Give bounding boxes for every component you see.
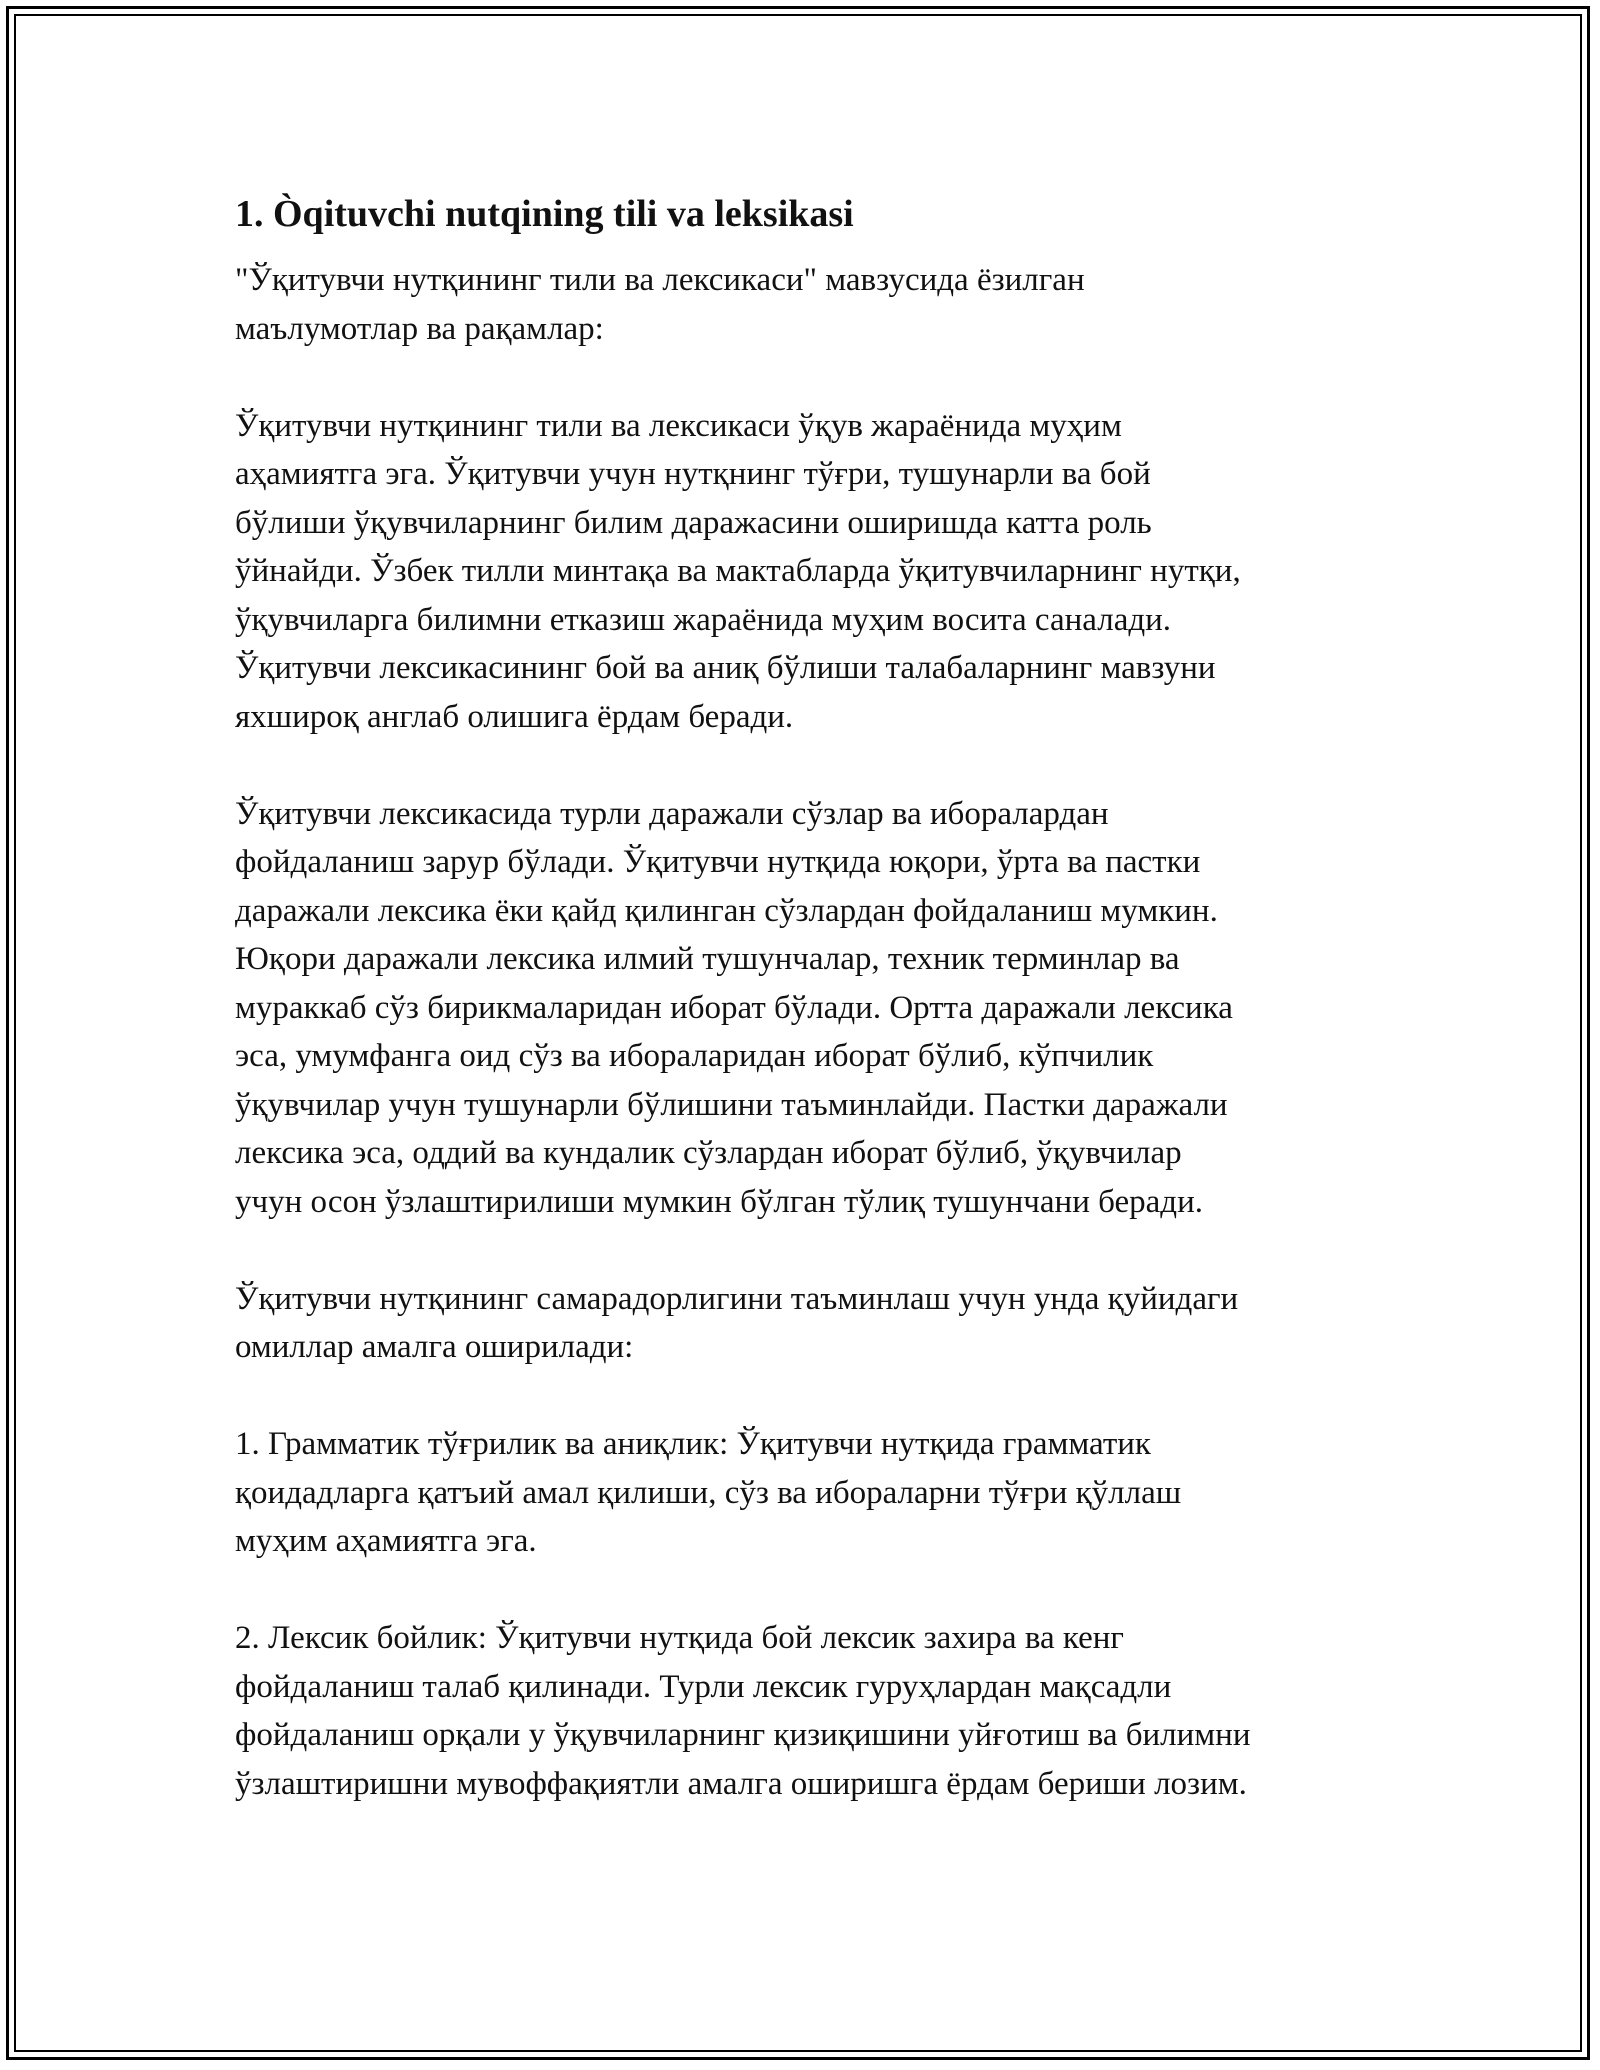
paragraph-factor-1 xyxy=(235,1420,1375,1566)
document-title: 1. Òqituvchi nutqining tili va leksikasi xyxy=(235,193,854,235)
text-line: маълумотлар ва рақамлар: xyxy=(235,310,604,347)
text-line: Ўқитувчи лексикасининг бой ва аниқ бўлиши талабаларнинг мавзуни xyxy=(235,650,1216,686)
text-line: ўқувчилар учун тушунарли бўлишини таъминлайди. Пастки даражали xyxy=(235,1086,1228,1123)
text-line: даражали лексика ёки қайд қилинган сўзлардан фойдаланиш мумкин. xyxy=(235,892,1218,929)
paragraph-lexicon-levels xyxy=(235,790,1375,1227)
text-line: "Ўқитувчи нутқининг тили ва лексикаси" мавзусида ёзилган xyxy=(235,262,1085,298)
text-line: мураккаб сўз бирикмаларидан иборат бўлади. Ортта даражали лексика xyxy=(235,989,1233,1026)
text-line: қоидадларга қатъий амал қилиши, сўз ва ибораларни тўғри қўллаш xyxy=(235,1474,1182,1511)
text-line: Ўқитувчи нутқининг самарадорлигини таъминлаш учун унда қуйидаги xyxy=(235,1280,1239,1317)
text-line: Ўқитувчи лексикасида турли даражали сўзлар ва иборалардан xyxy=(235,795,1109,832)
text-line: фойдаланиш орқали у ўқувчиларнинг қизиқишини уйғотиш ва билимни xyxy=(235,1717,1251,1753)
text-line: омиллар амалга оширилади: xyxy=(235,1329,634,1365)
text-line: 2. Лексик бойлик: Ўқитувчи нутқида бой лексик захира ва кенг xyxy=(235,1620,1124,1656)
paragraph-factor-2 xyxy=(235,1614,1375,1808)
text-line: эса, умумфанга оид сўз ва ибораларидан иборат бўлиб, кўпчилик xyxy=(235,1038,1154,1074)
text-line: ўйнайди. Ўзбек тилли минтақа ва мактабларда ўқитувчиларнинг нутқи, xyxy=(235,553,1241,589)
text-line: Юқори даражали лексика илмий тушунчалар, техник терминлар ва xyxy=(235,941,1180,977)
document-body xyxy=(235,188,1375,1857)
text-line: ўзлаштиришни мувоффақиятли амалга оширишга ёрдам бериши лозим. xyxy=(235,1765,1247,1802)
paragraph-intro xyxy=(235,256,1375,353)
text-line: 1. Грамматик тўғрилик ва аниқлик: Ўқитувчи нутқида грамматик xyxy=(235,1426,1151,1462)
text-line: фойдаланиш талаб қилинади. Турли лексик гуруҳлардан мақсадли xyxy=(235,1668,1172,1705)
text-line: ўқувчиларга билимни етказиш жараёнида муҳим восита саналади. xyxy=(235,601,1172,638)
text-line: аҳамиятга эга. Ўқитувчи учун нутқнинг тўғри, тушунарли ва бой xyxy=(235,456,1151,492)
text-line: Ўқитувчи нутқининг тили ва лексикаси ўқув жараёнида муҳим xyxy=(235,407,1122,444)
paragraph-factors-intro xyxy=(235,1275,1375,1372)
text-line: бўлиши ўқувчиларнинг билим даражасини оширишда катта роль xyxy=(235,504,1152,541)
text-line: учун осон ўзлаштирилиши мумкин бўлган тўлиқ тушунчани беради. xyxy=(235,1183,1203,1220)
text-line: муҳим аҳамиятга эга. xyxy=(235,1523,537,1559)
text-line: лексика эса, оддий ва кундалик сўзлардан иборат бўлиб, ўқувчилар xyxy=(235,1135,1182,1171)
text-line: яхшироқ англаб олишига ёрдам беради. xyxy=(235,698,794,735)
paragraph-importance xyxy=(235,402,1375,742)
text-line: фойдаланиш зарур бўлади. Ўқитувчи нутқида юқори, ўрта ва пастки xyxy=(235,844,1201,880)
